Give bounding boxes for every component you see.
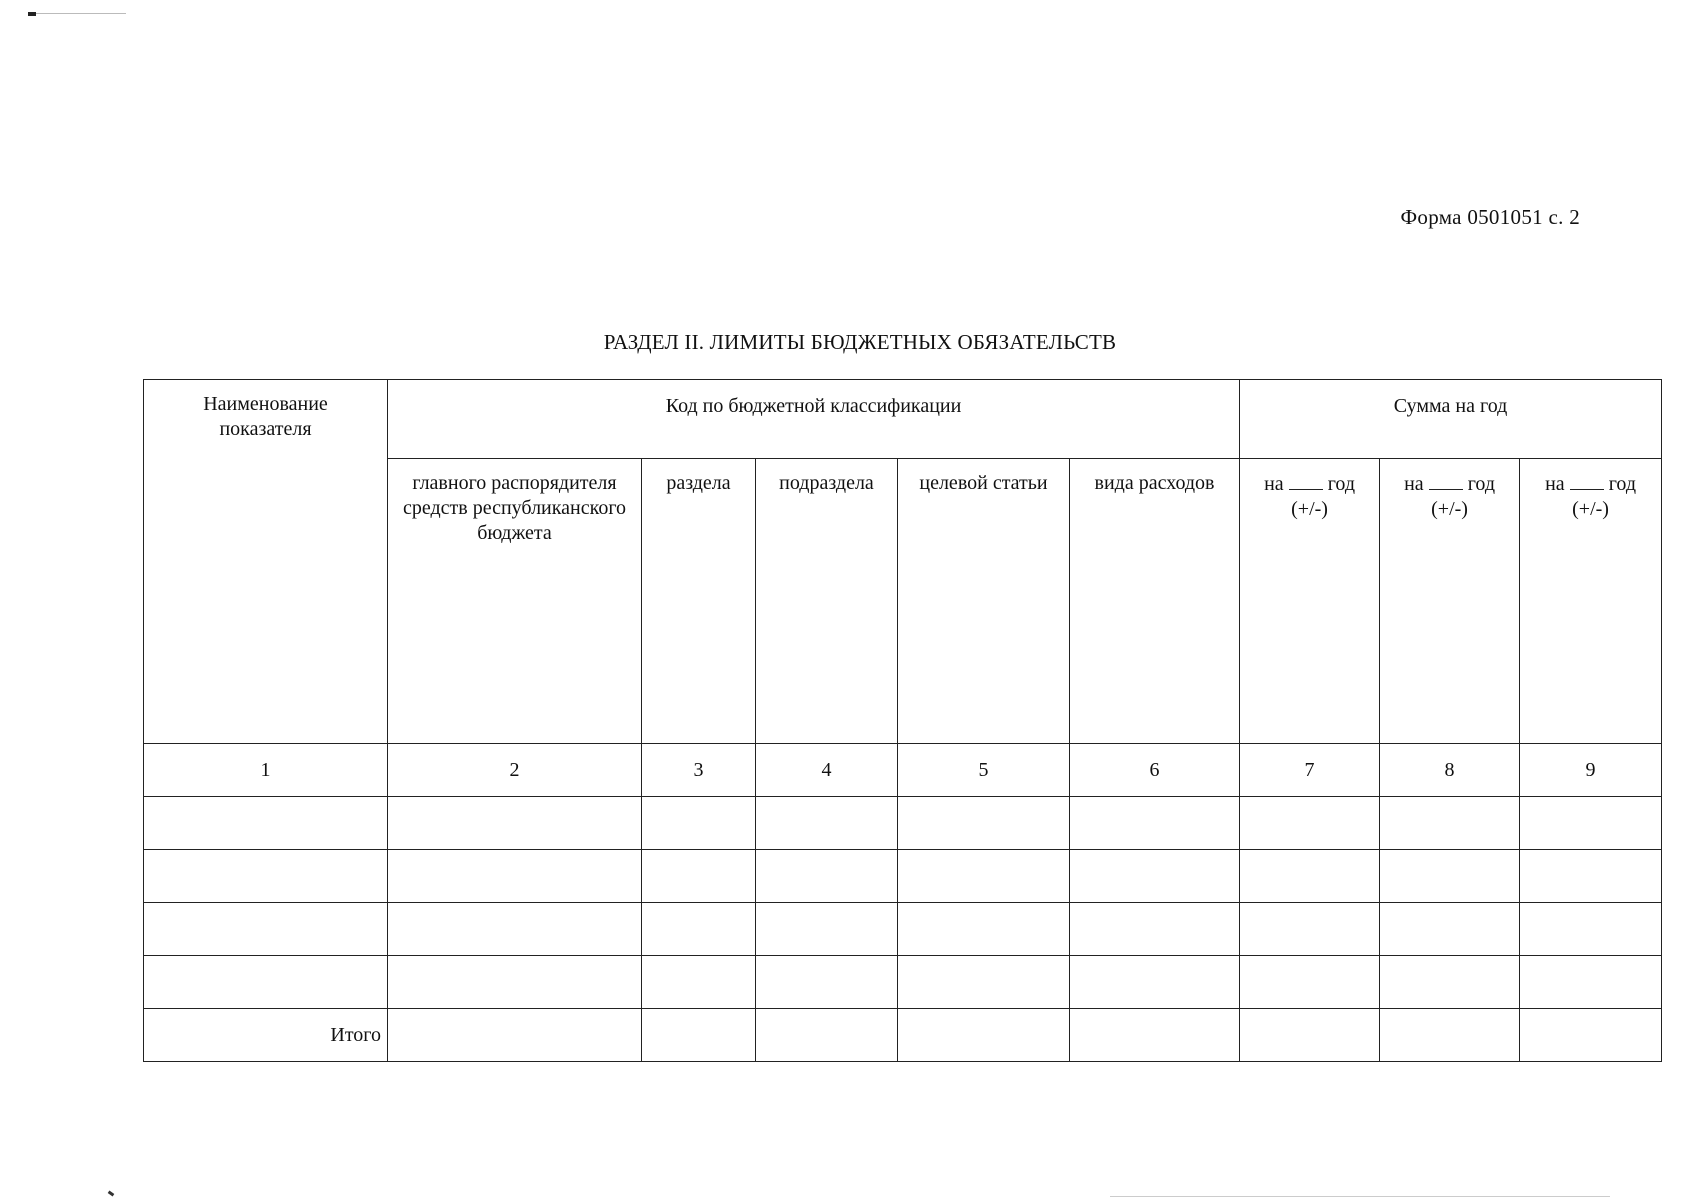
table-cell[interactable] <box>756 797 898 850</box>
header-subsection: подраздела <box>756 459 898 744</box>
table-cell[interactable] <box>756 903 898 956</box>
table-cell[interactable] <box>144 850 388 903</box>
total-cell[interactable] <box>1520 1009 1662 1062</box>
header-row-top <box>144 380 1662 459</box>
year-suffix: год <box>1327 473 1355 495</box>
table-cell[interactable] <box>756 850 898 903</box>
table-cell[interactable] <box>642 797 756 850</box>
section-title: РАЗДЕЛ II. ЛИМИТЫ БЮДЖЕТНЫХ ОБЯЗАТЕЛЬСТВ <box>603 330 1117 354</box>
year-sign: (+/-) <box>1572 498 1609 520</box>
table-cell[interactable] <box>1240 797 1380 850</box>
table-cell[interactable] <box>1240 850 1380 903</box>
table-cell[interactable] <box>1520 797 1662 850</box>
year-prefix: на <box>1264 473 1284 495</box>
header-year-2 <box>1380 459 1520 744</box>
table-cell[interactable] <box>388 850 642 903</box>
header-budget-classification-code: Код по бюджетной классификации <box>388 380 1240 459</box>
table-row <box>144 797 1662 850</box>
total-cell[interactable] <box>388 1009 642 1062</box>
table-row <box>144 956 1662 1009</box>
budget-limits-table <box>143 379 1662 1062</box>
table-cell[interactable] <box>1520 903 1662 956</box>
table-cell[interactable] <box>898 797 1070 850</box>
year-blank <box>1429 471 1463 490</box>
column-number: 7 <box>1240 744 1380 797</box>
table-cell[interactable] <box>1380 956 1520 1009</box>
total-cell[interactable] <box>756 1009 898 1062</box>
header-year-1 <box>1240 459 1380 744</box>
total-cell[interactable] <box>898 1009 1070 1062</box>
total-cell[interactable] <box>642 1009 756 1062</box>
year-suffix: год <box>1608 473 1636 495</box>
year-sign: (+/-) <box>1431 498 1468 520</box>
table-cell[interactable] <box>898 956 1070 1009</box>
column-number: 2 <box>388 744 642 797</box>
year-prefix: на <box>1404 473 1424 495</box>
header-expense-type: вида расходов <box>1070 459 1240 744</box>
table-cell[interactable] <box>642 903 756 956</box>
column-number: 3 <box>642 744 756 797</box>
table-cell[interactable] <box>1240 956 1380 1009</box>
table-cell[interactable] <box>1070 797 1240 850</box>
year-sign: (+/-) <box>1291 498 1328 520</box>
table-cell[interactable] <box>388 956 642 1009</box>
column-number: 6 <box>1070 744 1240 797</box>
header-chief-administrator: главного распорядителя средств республиканского бюджета <box>388 459 642 744</box>
table-cell[interactable] <box>388 903 642 956</box>
table-cell[interactable] <box>1380 797 1520 850</box>
total-label: Итого <box>144 1009 388 1062</box>
table-cell[interactable] <box>388 797 642 850</box>
table-cell[interactable] <box>1070 850 1240 903</box>
total-row <box>144 1009 1662 1062</box>
year-blank <box>1570 471 1604 490</box>
table-cell[interactable] <box>642 956 756 1009</box>
table-cell[interactable] <box>898 903 1070 956</box>
table-cell[interactable] <box>144 797 388 850</box>
table-cell[interactable] <box>642 850 756 903</box>
table-cell[interactable] <box>1520 956 1662 1009</box>
header-indicator-name: Наименование показателя <box>144 380 388 744</box>
column-number-row <box>144 744 1662 797</box>
table-cell[interactable] <box>756 956 898 1009</box>
column-number: 8 <box>1380 744 1520 797</box>
table-row <box>144 903 1662 956</box>
column-number: 4 <box>756 744 898 797</box>
scan-artifact-top-left <box>28 12 36 16</box>
form-code: Форма 0501051 с. 2 <box>1400 205 1580 229</box>
header-year-3 <box>1520 459 1662 744</box>
table-cell[interactable] <box>898 850 1070 903</box>
table-cell[interactable] <box>1520 850 1662 903</box>
column-number: 1 <box>144 744 388 797</box>
scan-artifact-bottom-left <box>108 1191 115 1197</box>
header-annual-sum: Сумма на год <box>1240 380 1662 459</box>
table-cell[interactable] <box>1070 903 1240 956</box>
year-suffix: год <box>1467 473 1495 495</box>
total-cell[interactable] <box>1380 1009 1520 1062</box>
total-cell[interactable] <box>1240 1009 1380 1062</box>
table-cell[interactable] <box>1240 903 1380 956</box>
table-cell[interactable] <box>144 903 388 956</box>
year-prefix: на <box>1545 473 1565 495</box>
table-cell[interactable] <box>1380 850 1520 903</box>
scan-artifact-bottom-line <box>1110 1196 1610 1197</box>
scan-artifact-top-line <box>36 13 126 14</box>
total-cell[interactable] <box>1070 1009 1240 1062</box>
column-number: 5 <box>898 744 1070 797</box>
header-target-item: целевой статьи <box>898 459 1070 744</box>
table-cell[interactable] <box>144 956 388 1009</box>
table-cell[interactable] <box>1070 956 1240 1009</box>
column-number: 9 <box>1520 744 1662 797</box>
table-cell[interactable] <box>1380 903 1520 956</box>
year-blank <box>1289 471 1323 490</box>
header-section: раздела <box>642 459 756 744</box>
table-row <box>144 850 1662 903</box>
